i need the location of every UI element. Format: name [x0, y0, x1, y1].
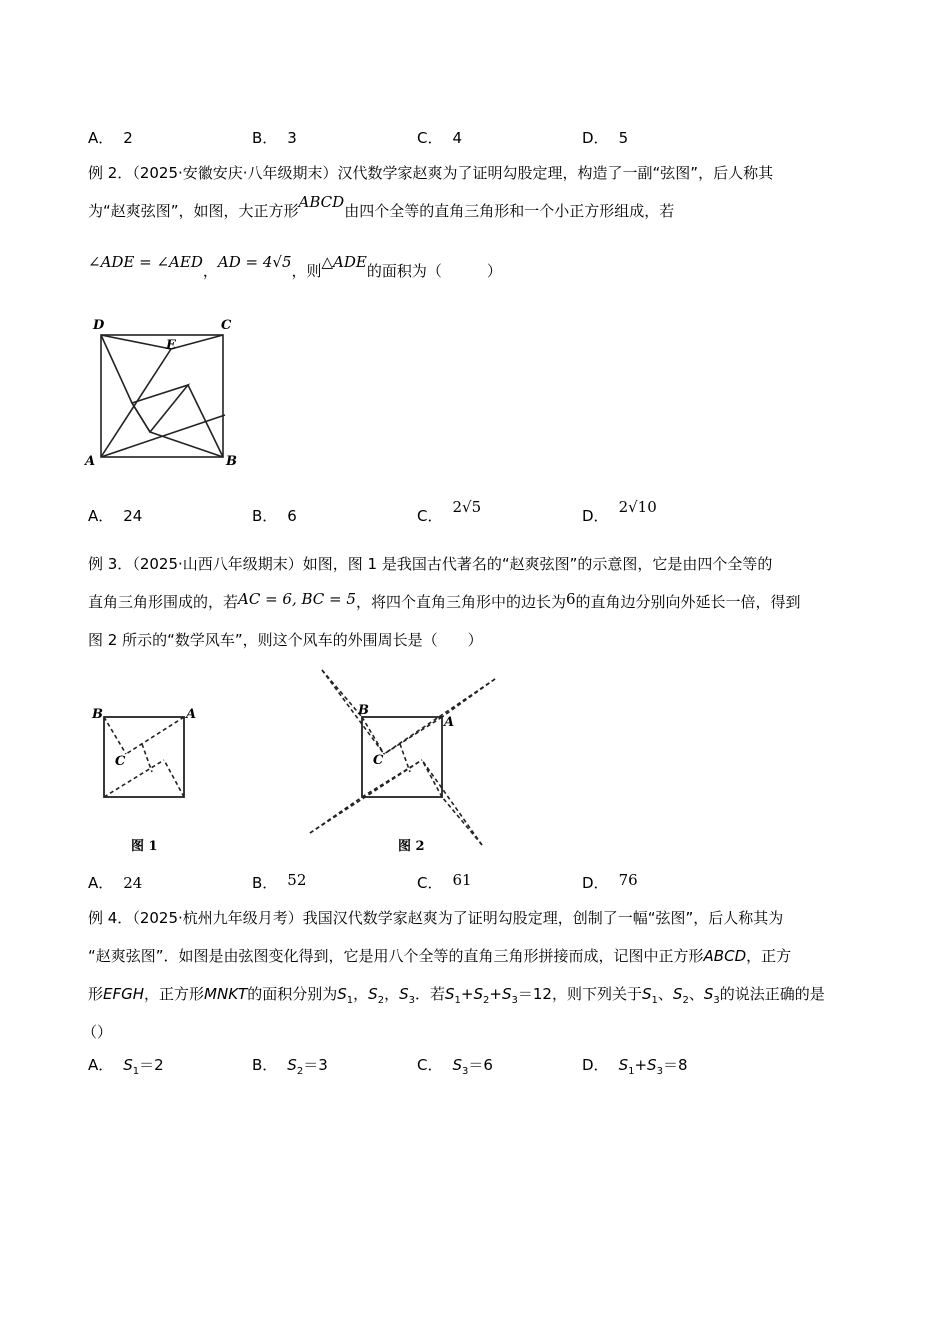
q3-fig2-inner-5 — [400, 744, 410, 772]
q3-fig2-inner-4 — [422, 760, 442, 797]
q2-segment-de — [101, 335, 171, 349]
q3-fig1-caption: 图 1 — [131, 839, 158, 854]
q2-label-a: A — [85, 454, 96, 469]
q3-fig2-label-c: C — [373, 753, 384, 768]
q3-fig2-blade-left-2 — [310, 797, 362, 833]
q3-fig2-caption: 图 2 — [398, 839, 425, 854]
q3-fig2-blade-top-1 — [322, 670, 384, 754]
q2-label-e: E — [166, 338, 176, 353]
q2-option-d[interactable]: D． 2√10 — [582, 498, 657, 525]
q2-options — [88, 498, 868, 527]
q3-option-b[interactable]: B． 52 — [252, 871, 307, 892]
q3-fig2-inner-3 — [362, 760, 422, 797]
q4-option-c[interactable]: C． $S_3=6$ — [417, 1056, 493, 1077]
q2-segment-d-inner — [101, 335, 132, 403]
q2-line-1: 例 2．（2025·安徽安庆·八年级期末）汉代数学家赵爽为了证明勾股定理，构造了一副“弦图”，后人称其 — [88, 164, 774, 182]
q3-line-3: 图 2 所示的“数学风车”，则这个风车的外围周长是（ ） — [88, 631, 483, 649]
q3-fig2-label-b: B — [358, 703, 369, 718]
q3-fig1-label-b: B — [92, 707, 103, 722]
q1-option-b[interactable]: B． 3 — [252, 129, 297, 147]
q2-square-abcd — [101, 335, 223, 457]
q3-fig1-label-a: A — [186, 707, 197, 722]
q4-line-2: “赵爽弦图”．如图是由弦图变化得到，它是用八个全等的直角三角形拼接而成，记图中正方形ABCD，正方 — [88, 947, 792, 965]
q4-option-d[interactable]: D． $S_1+S_3=8$ — [582, 1056, 688, 1077]
q4-tag: 例 4． — [88, 909, 133, 927]
q2-line-2: 为“赵爽弦图”，如图，大正方形ABCD由四个全等的直角三角形和一个小正方形组成，若 — [88, 193, 675, 220]
q3-fig1-label-c: C — [115, 754, 126, 769]
q4-options — [88, 1054, 868, 1076]
q2-inner-square — [132, 385, 188, 432]
q2-figure — [84, 312, 244, 472]
q2-condition-angles: ∠ADE = ∠AED — [88, 253, 203, 271]
q3-options — [88, 872, 868, 894]
q1-option-d[interactable]: D． 5 — [582, 129, 629, 147]
q2-option-c[interactable]: C． 2√5 — [417, 498, 482, 525]
q2-segment-ae — [101, 349, 171, 457]
q3-fig2-label-a: A — [444, 715, 455, 730]
q3-figure-1 — [86, 700, 206, 860]
q3-fig2-blade-bottom-2 — [442, 797, 482, 845]
q3-fig1-line-a — [126, 717, 184, 754]
q3-option-d[interactable]: D． 76 — [582, 871, 638, 892]
q4-option-a[interactable]: A． $S_1=2$ — [88, 1056, 164, 1077]
q1-option-c[interactable]: C． 4 — [417, 129, 463, 147]
q3-line-2: 直角三角形围成的，若AC = 6, BC = 5，将四个直角三角形中的边长为6的直角边分别向外延长一倍，得到 — [88, 590, 801, 611]
q3-fig1-line-inner — [142, 744, 152, 772]
q3-fig1-line-d — [104, 760, 164, 797]
q2-segment-ce — [171, 335, 223, 349]
q2-line-3: ∠ADE = ∠AED，AD = 4√5，则△ADE的面积为（ ） — [88, 253, 502, 280]
q3-fig1-line-b — [104, 717, 126, 754]
q1-options — [88, 127, 868, 149]
q3-tag: 例 3． — [88, 555, 133, 573]
q3-option-a[interactable]: A． 24 — [88, 874, 143, 892]
q3-fig2-blade-bottom-1 — [422, 760, 482, 845]
q4-option-b[interactable]: B． $S_2=3$ — [252, 1056, 328, 1077]
q4-line-1: 例 4．（2025·杭州九年级月考）我国汉代数学家赵爽为了证明勾股定理，创制了一幅“弦图”，后人称其为 — [88, 909, 784, 927]
q3-option-c[interactable]: C． 61 — [417, 871, 472, 892]
q2-tag: 例 2． — [88, 164, 133, 182]
q2-label-d: D — [93, 318, 105, 333]
q3-fig2-blade-right-2 — [442, 679, 495, 717]
q3-condition: AC = 6, BC = 5 — [238, 590, 356, 608]
q1-option-a[interactable]: A． 2 — [88, 129, 133, 147]
q2-option-b[interactable]: B． 6 — [252, 507, 297, 525]
q3-fig2-blade-top-2 — [322, 670, 362, 717]
q3-fig2-inner-1 — [362, 717, 384, 754]
q4-line-4: （） — [82, 1023, 113, 1041]
q4-line-3: 形EFGH，正方形MNKT的面积分别为$S_1$，$S_2$，$S_3$．若$S_1+S_2+S_3=12$，则下列关于$S_1$、$S_2$、$S_3$的说法正确的是 — [88, 985, 825, 1006]
q3-fig1-line-e — [164, 760, 184, 797]
q2-label-c: C — [221, 318, 232, 333]
q3-fig2-inner-2 — [384, 717, 442, 754]
q2-condition-ad: AD = 4√5 — [217, 253, 292, 271]
q2-label-b: B — [226, 454, 237, 469]
q2-inner-edge — [132, 403, 150, 432]
q3-figure-2 — [300, 662, 510, 862]
q2-option-a[interactable]: A． 24 — [88, 507, 143, 525]
q3-line-1: 例 3．（2025·山西八年级期末）如图，图 1 是我国古代著名的“赵爽弦图”的示意图，它是由四个全等的 — [88, 555, 773, 573]
